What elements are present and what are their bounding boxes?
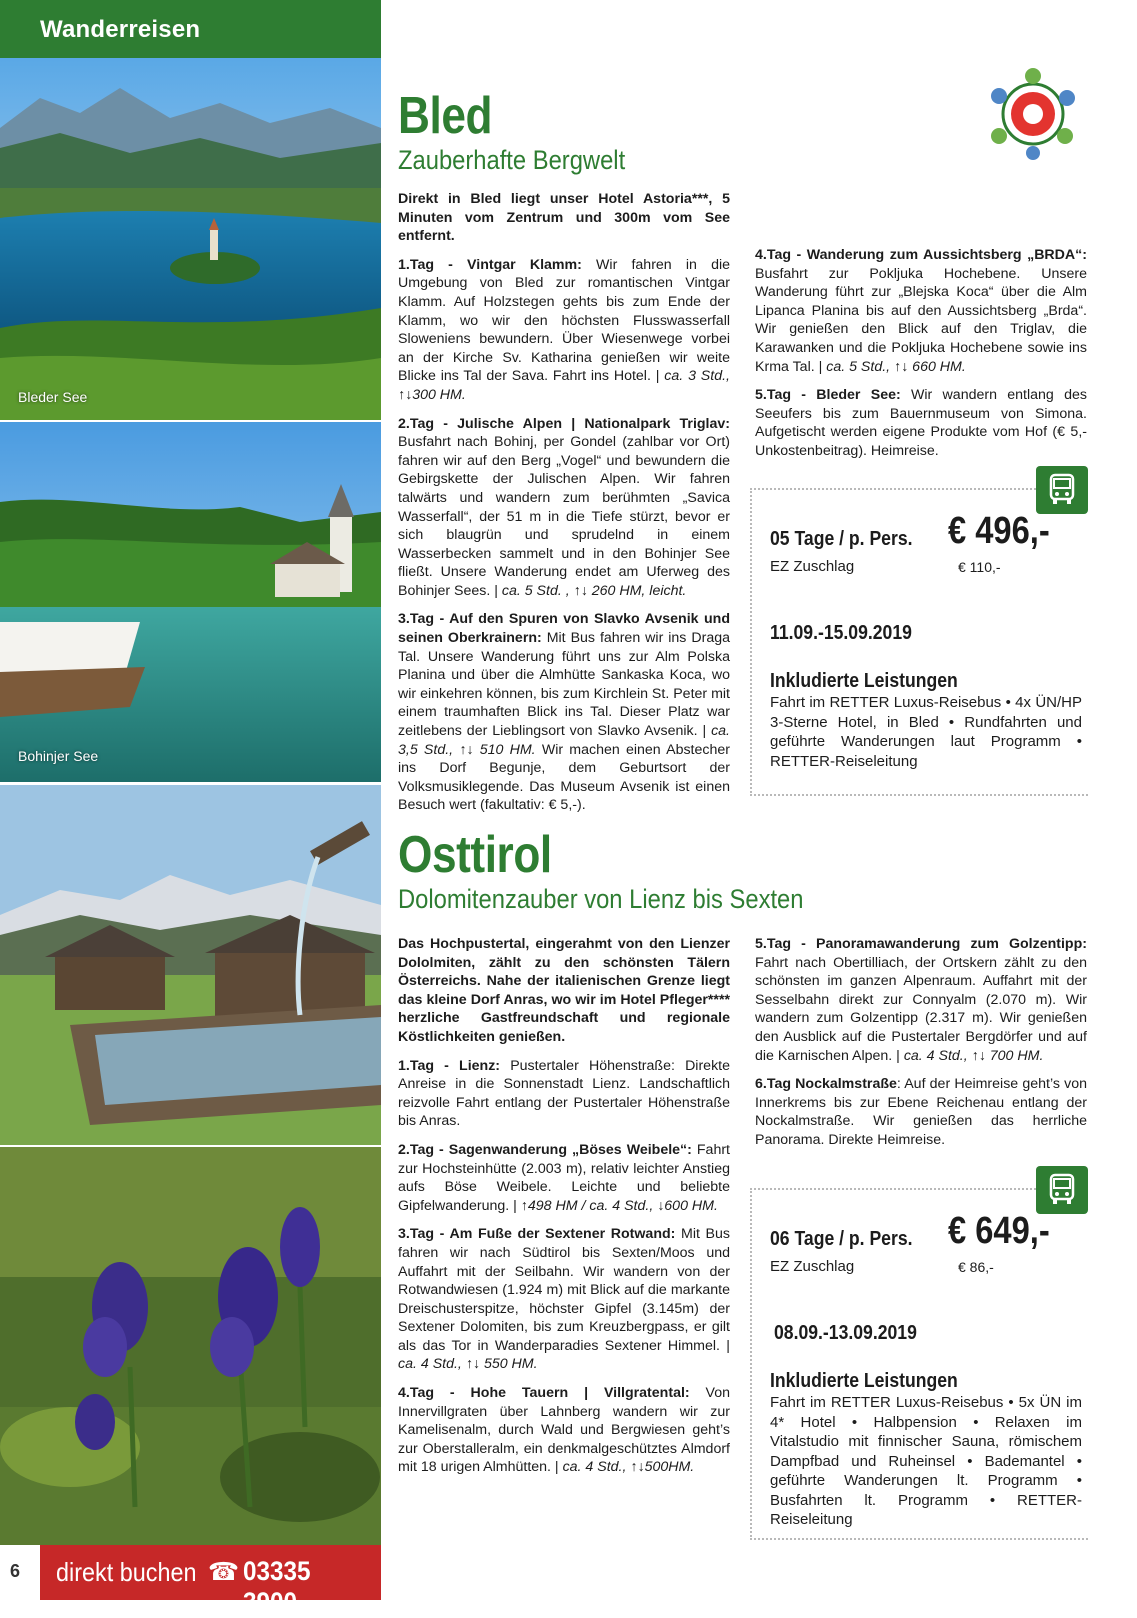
osttirol-duration: 06 Tage / p. Pers. [770,1228,913,1250]
osttirol-price-box [750,1188,1088,1540]
page-number: 6 [10,1561,21,1581]
osttirol-day-4: 4.Tag - Hohe Tauern | Villgratental: Von Innervillgraten über Lahnberg wandern wir zur Kamelisenalm, durch Wald und Bergwiesen geht’s zur Oberstalleralm, ein denkmalgeschütztes Almdorf mit 18 urigen Almhütten. | ca. 4 Std., ↑↓500HM. [398,1385,730,1476]
section-header [0,0,381,58]
bled-subtitle: Zauberhafte Bergwelt [398,145,626,175]
bled-included-text: Fahrt im RETTER Luxus-Reisebus • 4x ÜN/HP 3-Sterne Hotel, in Bled • Rundfahrten und geführte Wanderungen laut Programm • RETTER-Reiseleitung [770,694,1082,770]
bled-title: Bled [398,87,493,145]
bled-price-box [750,488,1088,796]
photo-caption-bled: Bleder See [18,389,88,405]
osttirol-included-text: Fahrt im RETTER Luxus-Reisebus • 5x ÜN im 4* Hotel • Halbpension • Relaxen im Vitalstudio mit finnischer Sauna, römischem Dampfbad und Ruheinsel • Bademantel • geführte Wanderungen lt. Programm • Busfahrten lt. Programm • RETTER-Reiseleitung [770,1394,1082,1528]
osttirol-ez-label: EZ Zuschlag [770,1258,855,1275]
osttirol-price: € 649,- [948,1210,1050,1252]
bled-day-5: 5.Tag - Bleder See: Wir wandern entlang des Seeufers bis zum Bauernmuseum von Simona. Aufgetischt werden eigene Produkte vom Hof (€ 5,- Unkostenbeitrag). Heimreise. [755,387,1087,459]
bled-day-4: 4.Tag - Wanderung zum Aussichtsberg „BRDA“: Busfahrt zur Pokljuka Hochebene. Unsere Wanderung führt zur „Blejska Koca“ über die Alm Lipanca Planina bis auf den Aussichtsberg „Brda“. Wir genießen den Blick auf den Triglav, die Karawanken und die Pokljuka Hochebene sowie ins Krma Tal. | ca. 5 Std., ↑↓ 660 HM. [755,247,1087,375]
left-photo-column [0,0,381,1617]
bled-text-column-left [398,190,730,825]
osttirol-subtitle: Dolomitenzauber von Lienz bis Sexten [398,884,804,914]
osttirol-day-2: 2.Tag - Sagenwanderung „Böses Weibele“: Fahrt zur Hochsteinhütte (2.003 m), relativ leichter Anstieg aufs Böse Weibele. Leichte und beliebte Gipfelwanderung. | ↑498 HM / ca. 4 Std., ↓600 HM. [398,1141,730,1214]
wanderfreunde-logo [985,68,1081,160]
bus-icon [1036,466,1088,514]
bohinj-lake-photo [0,422,381,782]
alpine-flower-photo [0,1147,381,1545]
bled-ez-label: EZ Zuschlag [770,558,855,575]
section-title: Wanderreisen [40,16,201,43]
osttirol-text-column-left [398,935,730,1487]
bus-icon [1036,1166,1088,1214]
bled-price: € 496,- [948,510,1050,552]
osttirol-text-column-right [755,935,1087,1160]
bled-included-title: Inkludierte Leistungen [770,670,958,692]
phone-number[interactable]: 03335 3900 [243,1556,311,1617]
osttirol-day-5: 5.Tag - Panoramawanderung zum Golzentipp: Fahrt nach Obertilliach, der Ortskern zählt zu den schönsten im ganzen Alpenraum. Auffahrt mit der Sesselbahn direkt zur Connyalm (2.070 m). Wir wandern zum Golzentipp (2.317 m). Wir genießen den Ausblick auf die Pustertaler Bergdörfer und auf die Karnischen Alpen. | ca. 4 Std., ↑↓ 700 HM. [755,936,1087,1064]
osttirol-intro: Das Hochpustertal, eingerahmt von den Lienzer Dololmiten, zählt zu den schönsten Tälern Österreichs. Nahe der italienischen Grenze liegt das kleine Dorf Anras, wo wir im Hotel Pfleger**** herzliche Gastfreundschaft und regionale Köstlichkeiten genießen. [398,936,730,1045]
osttirol-included-title: Inkludierte Leistungen [770,1370,958,1392]
page-number-tab [0,1545,40,1600]
osttirol-ez-value: € 86,- [958,1259,994,1275]
bled-text-column-right [755,246,1087,471]
bled-lake-photo [0,58,381,420]
bled-travel-dates: 11.09.-15.09.2019 [770,622,912,644]
osttirol-day-6: 6.Tag Nockalmstraße: Auf der Heimreise geht’s von Innerkrems bis zur Ebene Reichenau entlang der Nockalmstraße. Wir genießen das herrliche Panorama. Direkte Heimreise. [755,1076,1087,1148]
osttirol-alm-photo [0,785,381,1145]
bled-day-1: 1.Tag - Vintgar Klamm: Wir fahren in die Umgebung von Bled zur romantischen Vintgar Klamm. Auf Holzstegen gehts bis zum Ende der Klamm, wo wir den höchsten Flusswasserfall Sloweniens bewundern. Über Wiesenwege vorbei an der Kirche Sv. Katharina genießen wir weite Blicke ins Tal der Sava. Fahrt ins Hotel. | ca. 3 Std., ↑↓300 HM. [398,256,730,403]
osttirol-day-1: 1.Tag - Lienz: Pustertaler Höhenstraße: Direkte Anreise in die Sonnenstadt Lienz. Landschaftlich reizvolle Fahrt entlang der Pustertaler Höhenstraße bis Anras. [398,1057,731,1130]
bled-duration: 05 Tage / p. Pers. [770,528,913,550]
photo-caption-bohinj: Bohinjer See [18,748,99,764]
osttirol-title: Osttirol [398,826,552,884]
osttirol-day-3: 3.Tag - Am Fuße der Sextener Rotwand: Mit Bus fahren wir nach Südtirol bis Sexten/Moos und Auffahrt mit der Seilbahn. Wir wandern von der Rotwandwiesen (1.924 m) mit Blick auf die markante Dreischusterspitze, höchster Gipfel (3.145m) der Sextener Dolomiten, bis zum Kreuzbergpass, er gilt als das Tor in Wanderparadies Sextener Himmel. | ca. 4 Std., ↑↓ 550 HM. [398,1226,730,1373]
bled-ez-value: € 110,- [958,559,1001,575]
bled-intro: Direkt in Bled liegt unser Hotel Astoria***, 5 Minuten vom Zentrum und 300m vom See entfernt. [398,191,730,245]
booking-footer[interactable] [40,1545,381,1617]
bled-day-3: 3.Tag - Auf den Spuren von Slavko Avsenik und seinen Oberkrainern: Mit Bus fahren wir ins Draga Tal. Unsere Wanderung führt uns zur Alm Polska Planina und über die Almhütte Sankaska Koca, wo wir einkehren können, bis zum Kirchlein St. Peter mit einem traumhaften Blick ins Tal. Dieser Platz war zeitlebens der Lieblingsort von Slavko Avsenik. | ca. 3,5 Std., ↑↓ 510 HM. Wir machen einen Abstecher ins Dorf Begunje, dem Geburtsort der Volksmusiklegende. Das Museum Avsenik ist einen Besuch wert (fakultativ: € 5,-). [398,611,730,814]
book-direct-label: direkt buchen [56,1557,197,1587]
bled-day-2: 2.Tag - Julische Alpen | Nationalpark Triglav: Busfahrt nach Bohinj, per Gondel (zahlbar vor Ort) fahren wir auf den Berg „Vogel“ und bewundern die Gebirgskette der Julischen Alpen. Wir fahren talwärts und wandern zum berühmten „Savica Wasserfall“, der 51 m in die Tiefe stürzt, bevor er sich blaugrün und sprudelnd in einem Wasserbecken sammelt und in den Bohinjer See fließt. Unsere Wanderung endet am Uferweg des Bohinjer Sees. | ca. 5 Std. , ↑↓ 260 HM, leicht. [398,415,730,599]
osttirol-travel-dates: 08.09.-13.09.2019 [774,1322,917,1344]
phone-icon: ☎ [208,1558,240,1586]
